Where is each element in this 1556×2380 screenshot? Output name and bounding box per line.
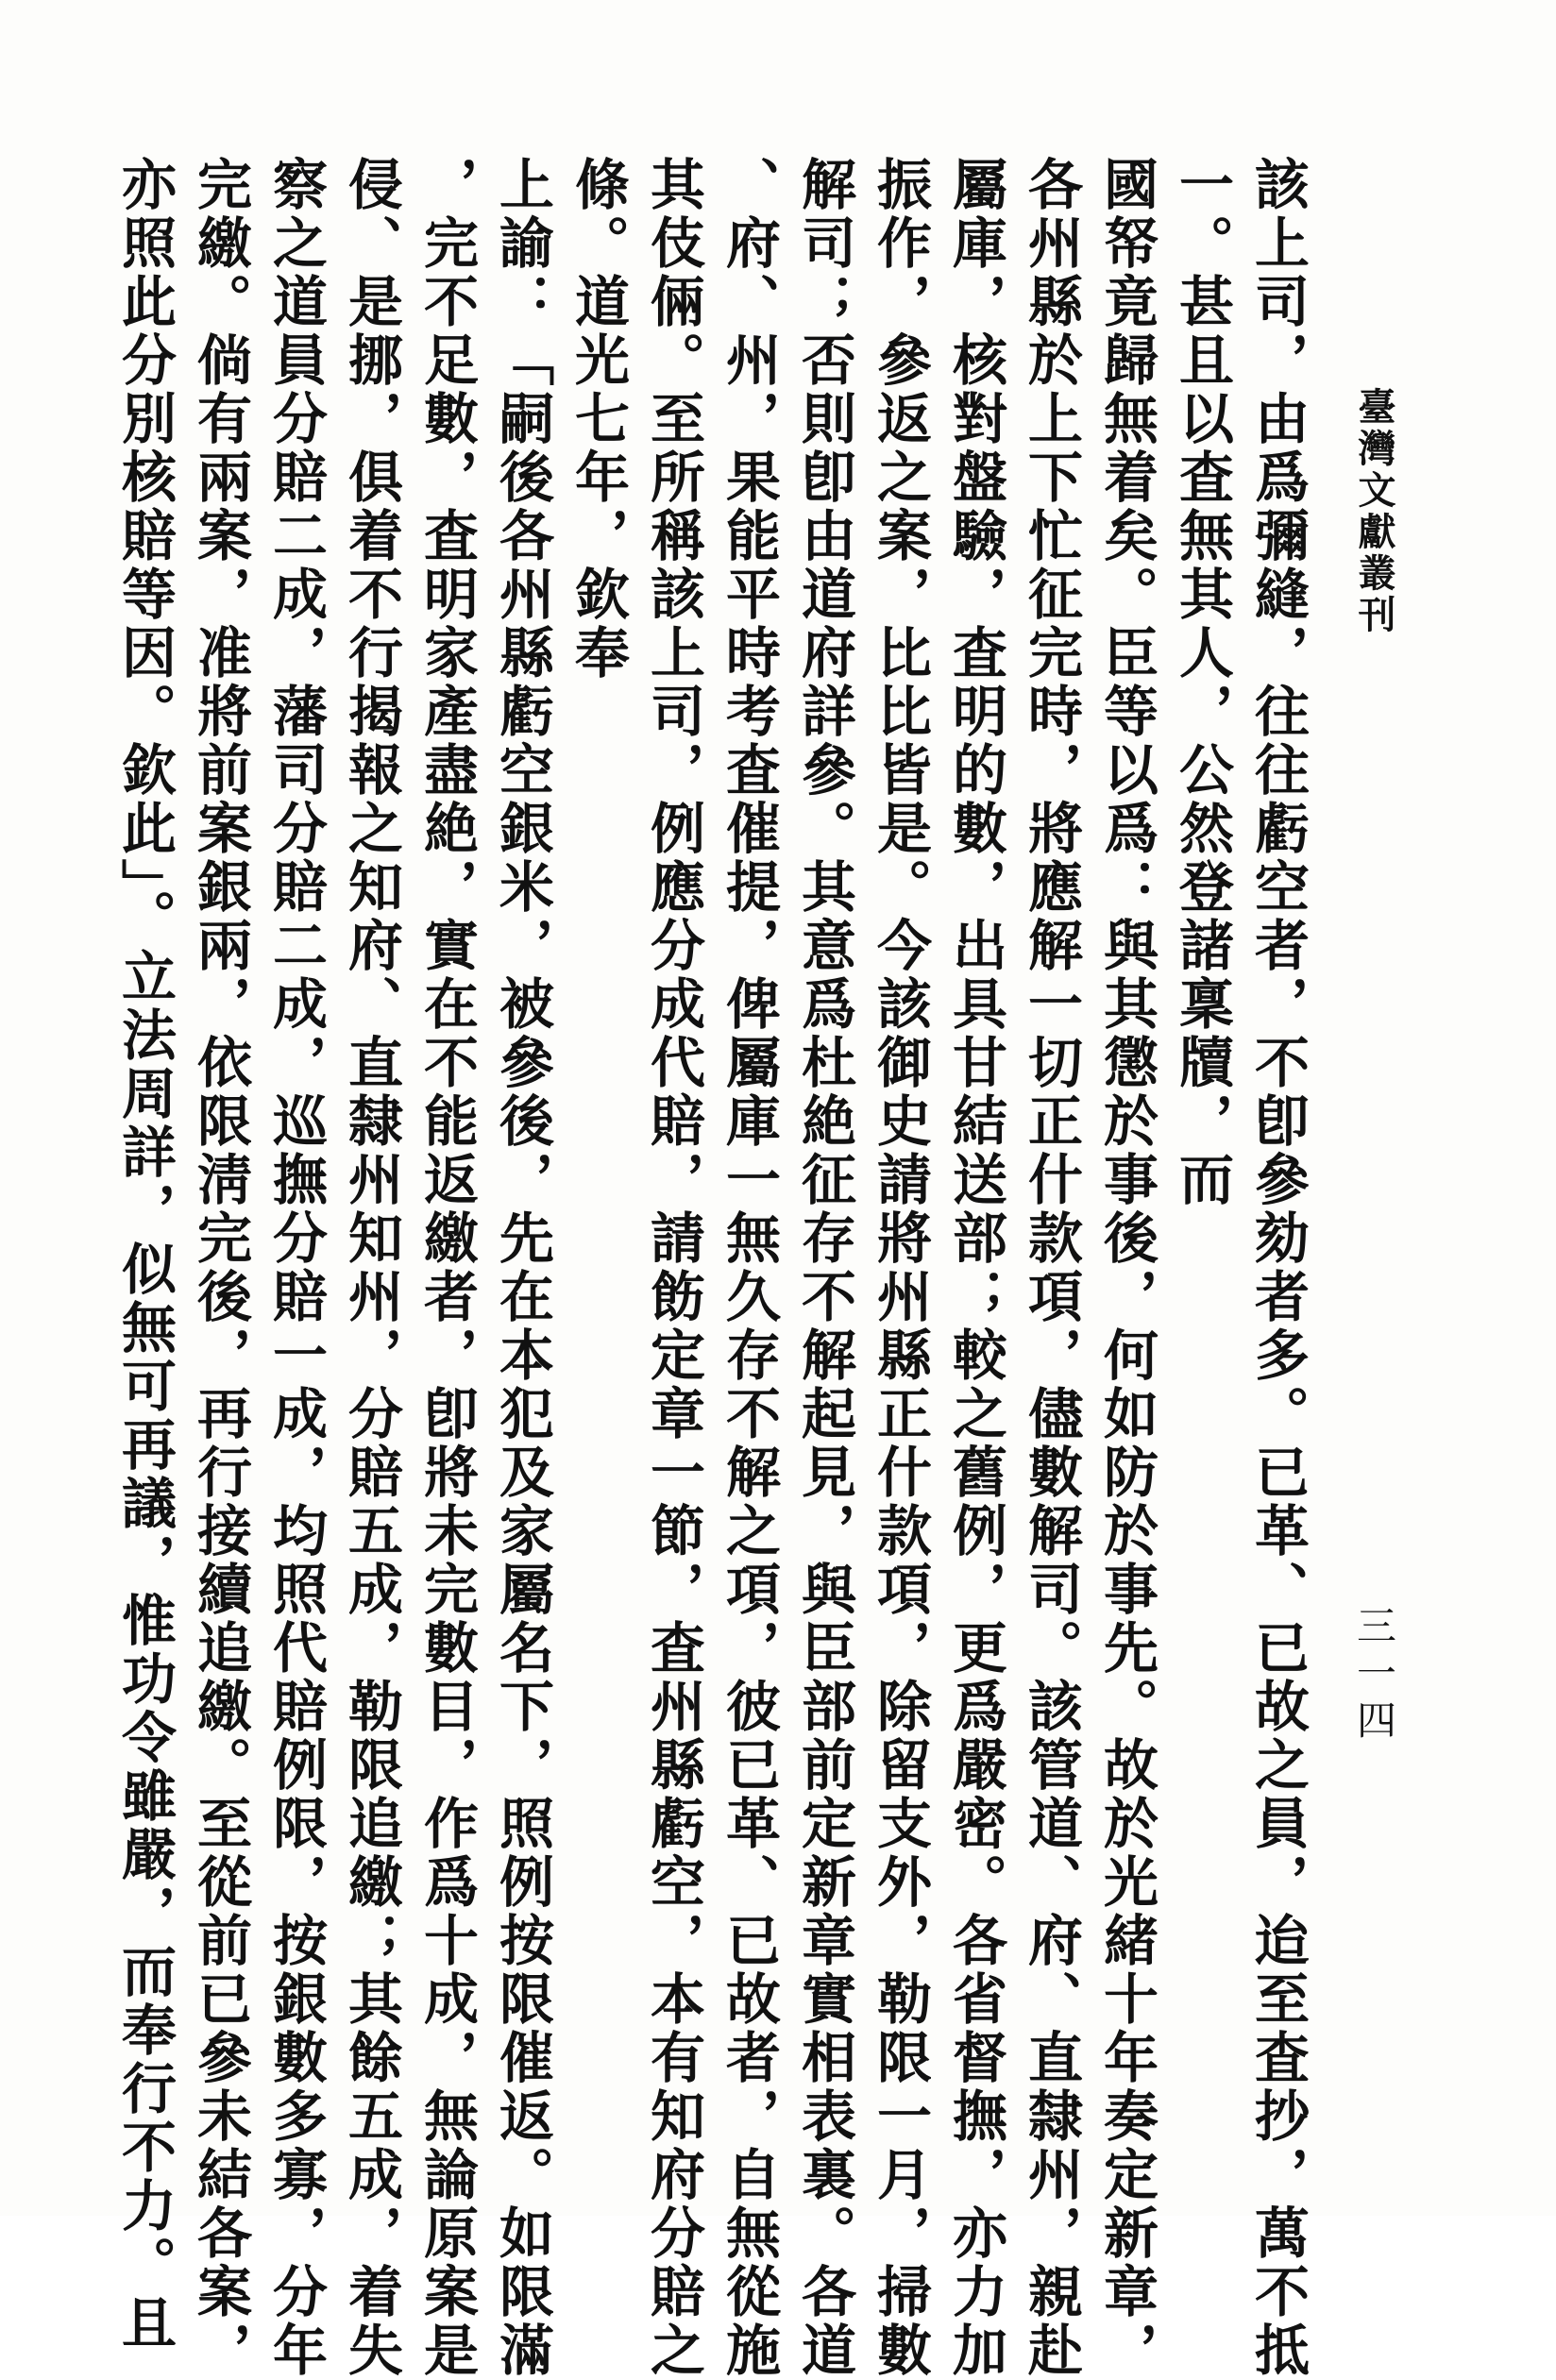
text-line: 察之道員分賠二成，藩司分賠二成，巡撫分賠一成，均照代賠例限，按銀數多寡，分年 (263, 156, 328, 2380)
text-line: 振作，參返之案，比比皆是。今該御史請將州縣正什款項，除留支外，勒限一月，掃數 (868, 156, 932, 2380)
text-line: 該上司，由爲彌縫，往往虧空者，不卽參劾者多。已革、已故之員，迨至査抄，萬不抵 (1245, 156, 1310, 2380)
body-text (107, 156, 1315, 2380)
text-line: 侵、是挪，俱着不行揭報之知府、直隸州知州，分賠五成，勒限追繳；其餘五成，着失 (339, 156, 403, 2380)
text-line: 各州縣於上下忙征完時，將應解一切正什款項，儘數解司。該管道、府、直隸州，親赴 (1019, 156, 1083, 2380)
page-number: 三一四 (1351, 1605, 1397, 1747)
text-line: 完繳。倘有兩案，准將前案銀兩，依限淸完後，再行接續追繳。至從前已參未結各案， (188, 156, 252, 2380)
text-line: 其伎倆。至所稱該上司，例應分成代賠，請飭定章一節，査州縣虧空，本有知府分賠之 (641, 156, 705, 2380)
running-head-title: 臺灣文獻叢刊 (1352, 387, 1396, 636)
text-line: 亦照此分別核賠等因。欽此」。立法周詳，似無可再議，惟功令雖嚴，而奉行不力。且 (112, 156, 177, 2353)
text-line: 、府、州，果能平時考査催提，俾屬庫一無久存不解之項，彼已革、已故者，自無從施 (717, 156, 781, 2380)
text-line: ，完不足數，査明家產盡絶，實在不能返繳者，卽將未完數目，作爲十成，無論原案是 (414, 156, 479, 2380)
text-line: 解司；否則卽由道府詳參。其意爲杜絶征存不解起見，與臣部前定新章實相表裏。各道 (792, 156, 856, 2380)
text-line: 上諭：「嗣後各州縣虧空銀米，被參後，先在本犯及家屬名下，照例按限催返。如限滿 (490, 156, 554, 2380)
text-line: 國帑竟歸無着矣。臣等以爲：與其懲於事後，何如防於事先。故於光緒十年奏定新章， (1094, 156, 1159, 2380)
text-line: 屬庫，核對盤驗，査明的數，出具甘結送部；較之舊例，更爲嚴密。各省督撫，亦力加 (943, 156, 1007, 2380)
text-line: 一。甚且以査無其人，公然登諸稟牘，而 (1170, 156, 1234, 1209)
text-line: 條。道光七年，欽奉 (566, 156, 630, 683)
